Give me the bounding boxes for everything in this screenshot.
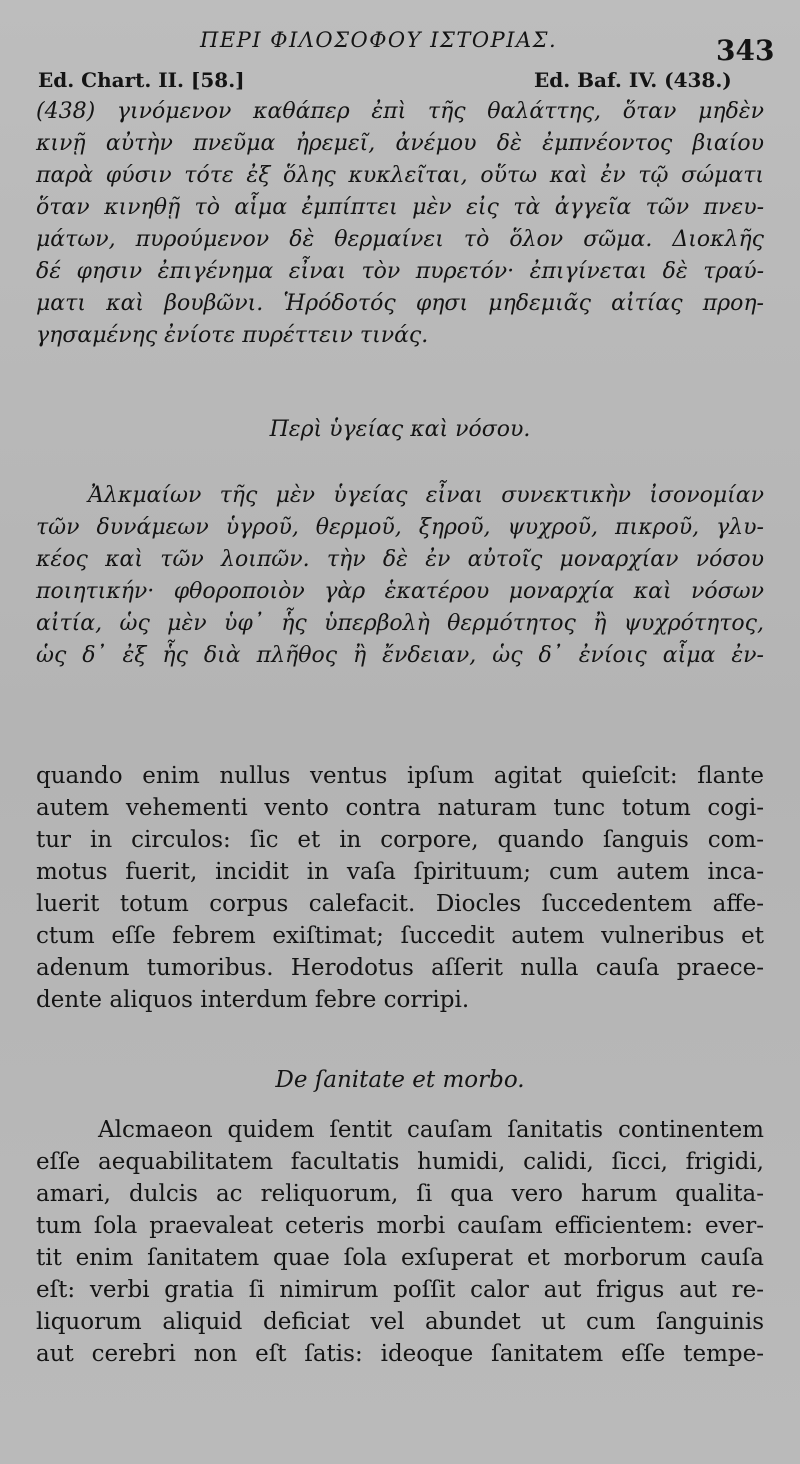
- greek-line: κέος καὶ τῶν λοιπῶν. τὴν δὲ ἐν αὐτοῖς μοναρχίαν νόσου: [36, 547, 764, 572]
- greek-line: μάτων, πυρούμενον δὲ θερμαίνει τὸ ὅλον σῶμα. Διοκλῆς: [36, 227, 764, 252]
- running-title: ΠΕΡΙ ΦΙΛΟΣΟΦΟΥ ΙΣΤΟΡΙΑΣ.: [200, 28, 558, 52]
- latin-line: eſt: verbi gratia ſi nimirum poſſit calor aut frigus aut re-: [36, 1277, 764, 1303]
- greek-line: δέ φησιν ἐπιγένημα εἶναι τὸν πυρετόν· ἐπιγίνεται δὲ τραύ-: [36, 259, 764, 284]
- greek-line: (438) γινόμενον καθάπερ ἐπὶ τῆς θαλάττης, ὅταν μηδὲν: [36, 99, 764, 124]
- page-number: 343: [716, 34, 775, 67]
- latin-line: dente aliquos interdum febre corripi.: [36, 987, 470, 1013]
- greek-line: κινῇ αὐτὴν πνεῦμα ἠρεμεῖ, ἀνέμου δὲ ἐμπνέοντος βιαίου: [36, 131, 764, 156]
- latin-paragraph-1: [36, 760, 764, 1016]
- edition-basel-reference: Ed. Baf. IV. (438.): [534, 68, 732, 92]
- greek-paragraph-2: [36, 480, 764, 672]
- latin-line: amari, dulcis ac reliquorum, ſi qua vero harum qualita-: [36, 1181, 764, 1207]
- latin-section-heading: De ſanitate et morbo.: [275, 1067, 525, 1093]
- greek-line: ματι καὶ βουβῶνι. Ἡρόδοτός φησι μηδεμιᾶς αἰτίας προη-: [36, 291, 764, 316]
- latin-line: Alcmaeon quidem ſentit cauſam ſanitatis continentem: [98, 1117, 764, 1143]
- latin-line: ctum eſſe febrem exiſtimat; ſuccedit autem vulneribus et: [36, 923, 764, 949]
- latin-line: adenum tumoribus. Herodotus aſſerit nulla cauſa praece-: [36, 955, 764, 981]
- latin-paragraph-2: [36, 1114, 764, 1370]
- greek-line: ὡς δ᾽ ἐξ ἧς διὰ πλῆθος ἢ ἔνδειαν, ὡς δ᾽ ἐνίοις αἷμα ἐν-: [36, 643, 764, 668]
- latin-line: motus fuerit, incidit in vaſa ſpirituum; cum autem inca-: [36, 859, 764, 885]
- greek-line: γησαμένης ἐνίοτε πυρέττειν τινάς.: [36, 323, 429, 348]
- greek-line: Ἀλκμαίων τῆς μὲν ὑγείας εἶναι συνεκτικὴν ἰσονομίαν: [88, 483, 764, 508]
- greek-line: παρὰ φύσιν τότε ἐξ ὅλης κυκλεῖται, οὕτω καὶ ἐν τῷ σώματι: [36, 163, 764, 188]
- greek-line: τῶν δυνάμεων ὑγροῦ, θερμοῦ, ξηροῦ, ψυχροῦ, πικροῦ, γλυ-: [36, 515, 764, 540]
- greek-paragraph-1: [36, 96, 764, 352]
- latin-line: liquorum aliquid deficiat vel abundet ut cum ſanguinis: [36, 1309, 764, 1335]
- latin-line: quando enim nullus ventus ipſum agitat quieſcit: flante: [36, 763, 764, 789]
- greek-section-heading: Περὶ ὑγείας καὶ νόσου.: [269, 417, 531, 442]
- latin-line: eſſe aequabilitatem facultatis humidi, calidi, ſicci, frigidi,: [36, 1149, 764, 1175]
- latin-line: tit enim ſanitatem quae ſola exſuperat et morborum cauſa: [36, 1245, 764, 1271]
- greek-line: αἰτία, ὡς μὲν ὑφ᾽ ἧς ὑπερβολὴ θερμότητος ἢ ψυχρότητος,: [36, 611, 764, 636]
- latin-line: tur in circulos: ſic et in corpore, quando ſanguis com-: [36, 827, 764, 853]
- latin-line: tum ſola praevaleat ceteris morbi cauſam efficientem: ever-: [36, 1213, 764, 1239]
- latin-line: autem vehementi vento contra naturam tunc totum cogi-: [36, 795, 764, 821]
- edition-chart-reference: Ed. Chart. II. [58.]: [38, 68, 245, 92]
- greek-line: ὅταν κινηθῇ τὸ αἷμα ἐμπίπτει μὲν εἰς τὰ ἀγγεῖα τῶν πνευ-: [36, 195, 764, 220]
- latin-line: aut cerebri non eſt ſatis: ideoque ſanitatem eſſe tempe-: [36, 1341, 764, 1367]
- greek-line: ποιητικήν· φθοροποιὸν γὰρ ἑκατέρου μοναρχία καὶ νόσων: [36, 579, 764, 604]
- latin-line: luerit totum corpus calefacit. Diocles ſuccedentem affe-: [36, 891, 764, 917]
